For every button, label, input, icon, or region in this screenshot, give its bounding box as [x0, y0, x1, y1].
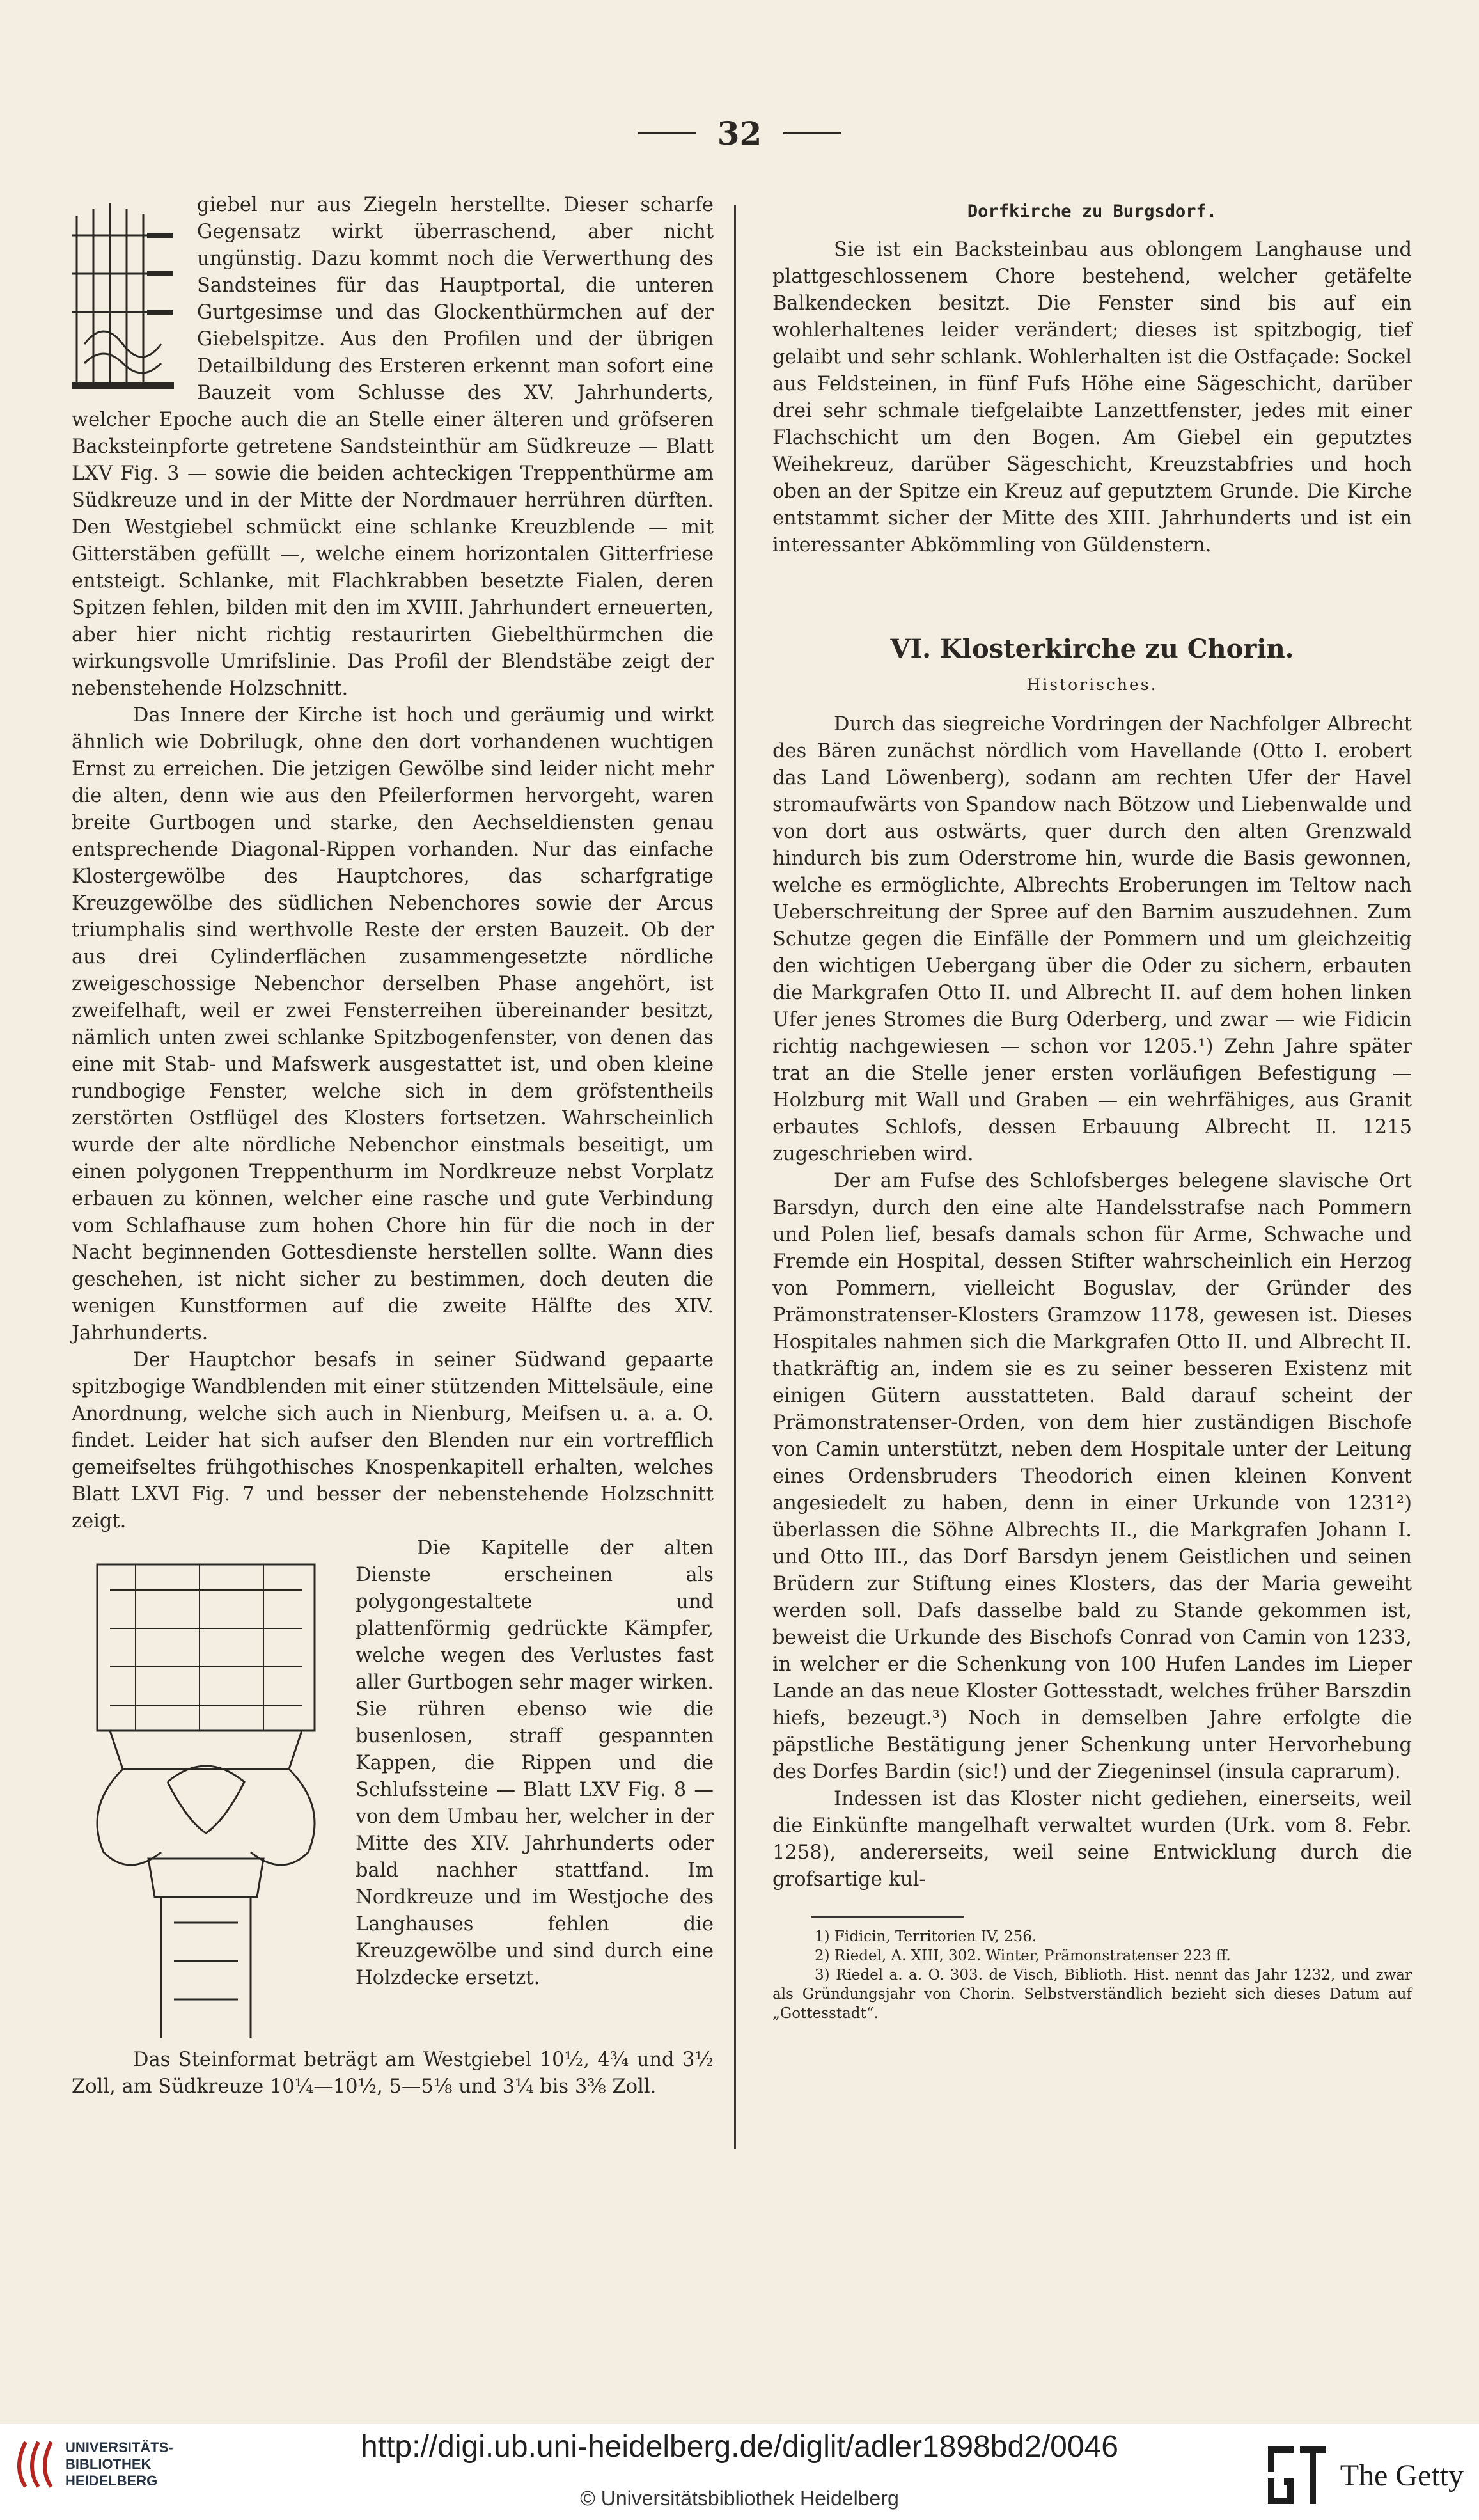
footnote: 3) Riedel a. a. O. 303. de Visch, Biblioth. Hist. nennt das Jahr 1232, und zwar als Gründungsjahr von Chorin. Selbstverständlich bezieht sich dieses Datum auf „Gottesstadt“.	[772, 1967, 1412, 2022]
section-kicker: Historisches.	[1026, 675, 1158, 694]
permalink-url[interactable]: http://digi.ub.uni-heidelberg.de/diglit/adler1898bd2/0046	[361, 2430, 1118, 2464]
profile-woodcut-illustration	[72, 197, 182, 395]
library-name-line: UNIVERSITÄTS-	[65, 2439, 173, 2455]
footnote: 2) Riedel, A. XIII, 302. Winter, Prämonstratenser 223 ff.	[815, 1948, 1231, 1964]
library-name-line: BIBLIOTHEK	[65, 2456, 152, 2472]
getty-mark-icon	[1265, 2443, 1329, 2507]
footnote: 1) Fidicin, Territorien IV, 256.	[815, 1928, 1037, 1945]
partner-name: The Getty	[1340, 2458, 1464, 2492]
getty-logo	[1265, 2443, 1464, 2507]
paragraph: Das Innere der Kirche ist hoch und geräumig und wirkt ähnlich wie Dobrilugk, ohne den dort vorhandenen wuchtigen Ernst zu erreichen. Die jetzigen Gewölbe sind leider nicht mehr die alten, denn wie aus den Pfeilerformen hervorgeht, waren breite Gurtbogen und starke, den Aechseldiensten genau entsprechende Diagonal-Rippen vorhanden. Nur das einfache Klostergewölbe des Hauptchores, das scharfgratige Kreuzgewölbe des südlichen Nebenchores sowie der Arcus triumphalis sind werthvolle Reste der ersten Bauzeit. Ob der aus drei Cylinderflächen zusammengesetzte nördliche zweigeschossige Nebenchor derselben Phase angehört, ist zweifelhaft, weil er zwei Fensterreihen übereinander besitzt, nämlich unten zwei schlanke Spitzbogenfenster, von denen das eine mit Stab- und Mafswerk ausgestattet ist, und oben kleine rundbogige Fenster, welche sich in dem gröfstentheils zerstörten Ostflügel des Klosters fortsetzen. Wahrscheinlich wurde der alte nördliche Nebenchor einstmals beseitigt, um einen polygonen Treppenthurm im Nordkreuze nebst Vorplatz erbauen zu können, welcher eine rasche und gute Verbindung vom Schlafhause zum hohen Chore hin für die noch in der Nacht beginnenden Gottesdienste herstellen sollte. Wann dies geschehen, ist nicht sicher zu bestimmen, doch deuten die wenigen Kunstformen auf die zweite Hälfte des XIV. Jahrhunderts.	[72, 704, 714, 1344]
library-name-line: HEIDELBERG	[65, 2473, 158, 2489]
page-number: 32	[717, 114, 762, 152]
header-rule-right	[783, 132, 841, 134]
header-rule-left	[638, 132, 696, 134]
paragraph: Durch das siegreiche Vordringen der Nachfolger Albrecht des Bären zunächst nördlich vom Havellande (Otto I. erobert das Land Löwenberg), sodann am rechten Ufer der Havel stromaufwärts von Spandow nach Bötzow und Liebenwalde und von dort aus ostwärts, quer durch den alten Grenzwald hindurch bis zum Oderstrome hin, wurde die Basis gewonnen, welche es ermöglichte, Albrechts Eroberungen im Teltow nach Ueberschreitung der Spree auf den Barnim auszudehnen. Zum Schutze gegen die Einfälle der Pommern und um gleichzeitig den wichtigen Uebergang über die Oder zu sichern, erbauten die Markgrafen Otto II. und Albrecht II. auf dem hohen linken Ufer jenes Stromes die Burg Oderberg, und zwar — wie Fidicin richtig nachgewiesen — schon vor 1205.¹) Zehn Jahre später trat an die Stelle jener ersten vorläufigen Befestigung — Holzburg mit Wall und Graben — ein wehrfähiges, aus Granit erbautes Schlofs, dessen Erbauung Albrecht II. 1215 zugeschrieben wird.	[772, 713, 1412, 1165]
column-divider	[734, 205, 736, 2149]
paragraph: Der Hauptchor besafs in seiner Südwand gepaarte spitzbogige Wandblenden mit einer stützenden Mittelsäule, eine Anordnung, welche sich auch in Nienburg, Meifsen u. a. a. O. findet. Leider hat sich aufser den Blenden nur ein vortrefflich gemeifseltes frühgothisches Knospenkapitell erhalten, welches Blatt LXVI Fig. 7 und besser der nebenstehende Holzschnitt zeigt.	[72, 1349, 714, 1532]
left-column	[72, 192, 714, 2100]
paragraph: Die Kapitelle der alten Dienste erscheinen als polygongestaltete und plattenförmig gedrückte Kämpfer, welche wegen des Verlustes fast aller Gurtbogen sehr mager wirken. Sie rühren ebenso wie die busenlosen, straff gespannten Kappen, die Rippen und die Schlufssteine — Blatt LXV Fig. 8 — von dem Umbau her, welcher in der Mitte des XIV. Jahrhunderts oder bald nachher stattfand. Im Nordkreuze und im Westjoche des Langhauses fehlen die Kreuzgewölbe und sind durch eine Holzdecke ersetzt.	[356, 1537, 714, 1989]
paragraph: Der am Fufse des Schlofsberges belegene slavische Ort Barsdyn, durch den eine alte Handelsstrafse nach Pommern und Polen lief, besafs damals schon für Arme, Schwache und Fremde ein Hospital, dessen Stifter wahrscheinlich ein Herzog von Pommern, vielleicht Boguslav, der Gründer des Prämonstratenser-Klosters Gramzow 1178, gewesen ist. Dieses Hospitales nahmen sich die Markgrafen Otto II. und Albrecht II. thatkräftig an, indem sie es zu seiner besseren Existenz mit einigen Gütern ausstatteten. Bald darauf scheint der Prämonstratenser-Orden, von dem hier zuständigen Bischofe von Camin unterstützt, neben dem Hospitale unter der Leitung eines Ordensbruders Theodorich einen kleinen Konvent angesiedelt zu haben, denn in einer Urkunde von 1231²) überlassen die Söhne Albrechts II., die Markgrafen Johann I. und Otto III., das Dorf Barsdyn jenem Geistlichen und seinen Brüdern zur Stiftung eines Klosters, das der Maria geweiht werden soll. Dafs dasselbe bald zu Stande gekommen ist, beweist die Urkunde des Bischofs Conrad von Camin von 1233, in welcher er die Schenkung von 100 Hufen Landes im Lieper Lande an das neue Kloster Gottesstadt, welches früher Barszdin hiefs, bezeugt.³) Noch in demselben Jahre erfolgte die päpstliche Bestätigung jener Schenkung unter Hervorhebung des Dorfes Bardin (sic!) und der Ziegeninsel (insula caprarum).	[772, 1170, 1412, 1783]
footnotes	[772, 1927, 1412, 2023]
subsection-title: Dorfkirche zu Burgsdorf.	[967, 201, 1217, 221]
footnote-rule	[811, 1916, 964, 1918]
page-header	[0, 107, 1479, 159]
paragraph-block	[72, 192, 714, 1347]
right-column	[772, 192, 1412, 2023]
capital-woodcut-illustration	[72, 1539, 340, 2044]
paragraph: Das Steinformat beträgt am Westgiebel 10½, 4¾ und 3½ Zoll, am Südkreuze 10¼—10½, 5—5⅛ und 3¼ bis 3⅜ Zoll.	[72, 2049, 714, 2098]
paragraph-block	[72, 1347, 714, 1535]
footer-bar	[0, 2424, 1479, 2520]
paragraph-block	[72, 1535, 714, 2047]
paragraph: Sie ist ein Backsteinbau aus oblongem Langhause und plattgeschlossenem Chore bestehend, welcher getäfelte Balkendecken besitzt. Die Fenster sind bis auf ein wohlerhaltenes leider verändert; dieses ist spitzbogig, tief gelaibt und sehr schlank. Wohlerhalten ist die Ostfaçade: Sockel aus Feldsteinen, in fünf Fufs Höhe eine Sägeschicht, darüber drei sehr schmale tiefgelaibte Lanzettfenster, jedes mit einer Flachschicht um den Bogen. Am Giebel ein geputztes Weihekreuz, darüber Sägeschicht, Kreuzstabfries und hoch oben an der Spitze ein Kreuz auf geputztem Grunde. Die Kirche entstammt sicher der Mitte des XIII. Jahrhunderts und ist ein interessanter Abkömmling von Güldenstern.	[772, 239, 1412, 556]
paragraph: Indessen ist das Kloster nicht gediehen, einerseits, weil die Einkünfte mangelhaft verwaltet wurden (Urk. vom 8. Febr. 1258), andererseits, weil seine Entwicklung durch die grofsartige kul-	[772, 1788, 1412, 1891]
paragraph: giebel nur aus Ziegeln herstellte. Dieser scharfe Gegensatz wirkt überraschend, aber nicht ungünstig. Dazu kommt noch die Verwerthung des Sandsteines für das Hauptportal, die unteren Gurtgesimse und das Glockenthürmchen auf der Giebelspitze. Aus den Profilen und der übrigen Detailbildung des Ersteren erkennt man sofort eine Bauzeit vom Schlusse des XV. Jahrhunderts, welcher Epoche auch die an Stelle einer älteren und gröfseren Backsteinpforte getretene Sandsteinthür am Südkreuze — Blatt LXV Fig. 3 — sowie die beiden achteckigen Treppenthürme am Südkreuze und in der Mitte der Nordmauer herrühren dürften. Den Westgiebel schmückt eine schlanke Kreuzblende — mit Gitterstäben gefüllt —, welche einem horizontalen Gitterfriese entsteigt. Schlanke, mit Flachkrabben besetzte Fialen, deren Spitzen fehlen, bilden mit den im XVIII. Jahrhundert erneuerten, aber hier nicht richtig restaurirten Giebelthürmchen die wirkungsvolle Umrifslinie. Das Profil der Blendstäbe zeigt der nebenstehende Holzschnitt.	[72, 194, 714, 700]
section-title: VI. Klosterkirche zu Chorin.	[890, 634, 1294, 664]
copyright-notice: © Universitätsbibliothek Heidelberg	[580, 2487, 899, 2510]
